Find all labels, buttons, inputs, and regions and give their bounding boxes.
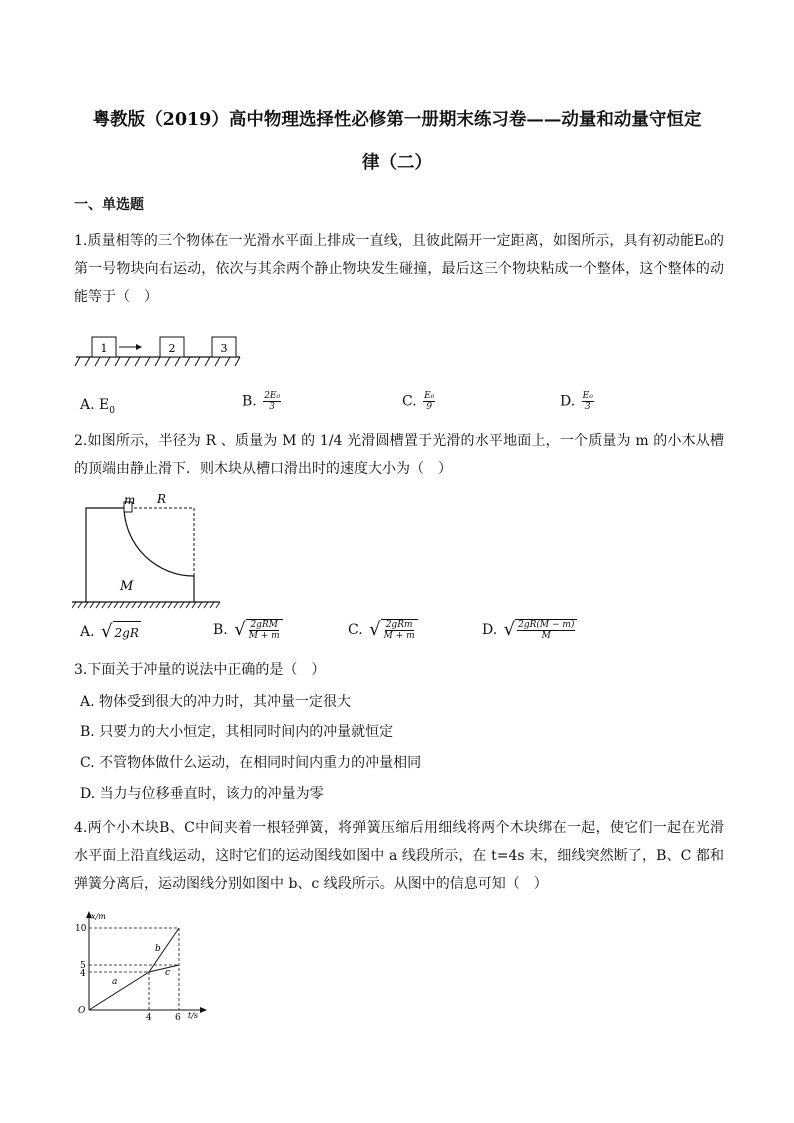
q1-option-c-num: E₀: [424, 391, 435, 401]
x-tick-4: 4: [146, 1013, 152, 1022]
q1-option-a-label: A. E: [80, 397, 110, 413]
question-4-text: 4.两个小木块B、C中间夹着一根轻弹簧，将弹簧压缩后用细线将两个木块绑在一起，使它们一起在光滑水平面上沿直线运动，这时它们的运动图线如图中 a 线段所示，在 t=4s 末，细线突然断了，B、C 都和弹簧分离后，运动图线分别如图中 b、c 线段所示。从图中的信息可知（ ）: [74, 820, 724, 892]
arrow-head-icon: [136, 344, 142, 350]
q1-option-b[interactable]: [242, 391, 281, 412]
q1-option-c-den: 9: [426, 402, 433, 412]
q2-option-b-den: M + m: [248, 631, 280, 641]
q2-option-c-fraction: [383, 620, 416, 641]
q1-option-c-label: C.: [402, 393, 417, 410]
q1-option-a-sub: 0: [109, 405, 115, 416]
q2-option-b-label: B.: [213, 622, 228, 638]
exam-title-line2: 律（二）: [362, 153, 432, 173]
line-b-label: b: [155, 944, 161, 954]
label-m: m: [124, 493, 136, 507]
q1-option-d-den: 3: [584, 402, 591, 412]
line-a-label: a: [112, 977, 118, 987]
q2-option-c[interactable]: [348, 619, 418, 641]
q2-option-a[interactable]: [80, 621, 141, 643]
x-axis-label: t/s: [188, 1011, 199, 1020]
question-1-text: 1.质量相等的三个物体在一光滑水平面上排成一直线，且彼此隔开一定距离，如图所示，具有初动能E₀的第一号物块向右运动，依次与其余两个静止物块发生碰撞，最后这三个物块粘成一个整体，这个整体的动能等于（ ）: [74, 233, 724, 305]
line-a: [89, 972, 149, 1010]
q1-option-c[interactable]: [402, 391, 435, 412]
q2-option-c-label: C.: [348, 622, 363, 638]
q2-option-d-fraction: [517, 620, 575, 641]
q2-option-d-num: 2gR(M − m): [518, 620, 575, 630]
q2-option-b-fraction: [248, 620, 281, 641]
q2-option-a-sqrt: √ 2gR: [101, 621, 139, 642]
q3-option-d[interactable]: D. 当力与位移垂直时，该力的冲量为零: [80, 786, 324, 802]
q2-option-d[interactable]: [482, 619, 577, 641]
block-3-label: 3: [220, 342, 228, 355]
q2-option-d-sqrt: √ $\frac{2gR(M - m)}{M}$: [504, 619, 578, 641]
question-2-text: 2.如图所示，半径为 R 、质量为 M 的 1/4 光滑圆槽置于光滑的水平地面上，一个质量为 m 的小木从槽的顶端由静止滑下．则木块从槽口滑出时的速度大小为（ ）: [74, 433, 724, 477]
groove-body: [86, 508, 194, 602]
q2-option-c-num: 2gRm: [385, 620, 413, 630]
q2-option-a-expr: 2gR: [113, 621, 141, 643]
block-1-label: 1: [100, 342, 108, 355]
y-tick-5: 5: [80, 961, 86, 971]
q1-option-b-num: 2E₀: [264, 391, 281, 401]
section-heading-single-choice: 一、单选题: [74, 197, 144, 213]
q1-option-a[interactable]: [80, 395, 115, 421]
q1-option-b-fraction: [263, 391, 281, 412]
q2-option-b[interactable]: [213, 619, 283, 641]
q3-option-c[interactable]: C. 不管物体做什么运动，在相同时间内重力的冲量相同: [80, 755, 422, 771]
q2-option-d-den: M: [541, 631, 551, 641]
y-tick-10: 10: [75, 924, 87, 934]
q1-option-d-fraction: [582, 391, 594, 412]
q2-option-a-label: A.: [80, 624, 95, 640]
q1-option-b-den: 3: [269, 402, 276, 412]
q3-option-b[interactable]: B. 只要力的大小恒定，其相同时间内的冲量就恒定: [80, 724, 394, 740]
q2-option-b-sqrt: √ $\frac{\text{2gRM}}{M + m}$: [234, 619, 283, 641]
q2-option-c-den: M + m: [383, 631, 415, 641]
x-tick-6: 6: [175, 1013, 181, 1022]
line-b: [149, 928, 179, 972]
x-axis-arrow-icon: [200, 1007, 207, 1013]
q2-groove-figure: [72, 492, 222, 610]
exam-title-line1: 粤教版（2019）高中物理选择性必修第一册期末练习卷——动量和动量守恒定: [92, 110, 702, 130]
label-R: R: [157, 492, 167, 506]
q1-option-d[interactable]: [560, 391, 594, 412]
origin-label: O: [78, 1006, 86, 1016]
q1-option-b-label: B.: [242, 393, 257, 410]
label-M: M: [120, 579, 134, 594]
q1-option-d-num: E₀: [582, 391, 593, 401]
q1-option-d-label: D.: [560, 393, 576, 410]
question-3-text: 3.下面关于冲量的说法中正确的是（ ）: [74, 662, 326, 678]
q1-blocks-figure: [74, 330, 244, 370]
y-tick-4: 4: [80, 969, 86, 979]
q2-option-c-sqrt: √ $\frac{\text{2gRm}}{M + m}$: [369, 619, 418, 641]
q3-option-a[interactable]: A. 物体受到很大的冲力时，其冲量一定很大: [80, 694, 352, 710]
line-c-label: c: [165, 968, 171, 978]
q2-option-d-label: D.: [482, 622, 498, 638]
y-axis-label: x/m: [91, 912, 106, 921]
block-2-label: 2: [168, 342, 176, 355]
q1-option-c-fraction: [423, 391, 435, 412]
groove-dashed-outline: [124, 508, 194, 576]
q2-option-b-num: 2gRM: [250, 620, 278, 630]
q4-xt-graph: [72, 910, 212, 1022]
